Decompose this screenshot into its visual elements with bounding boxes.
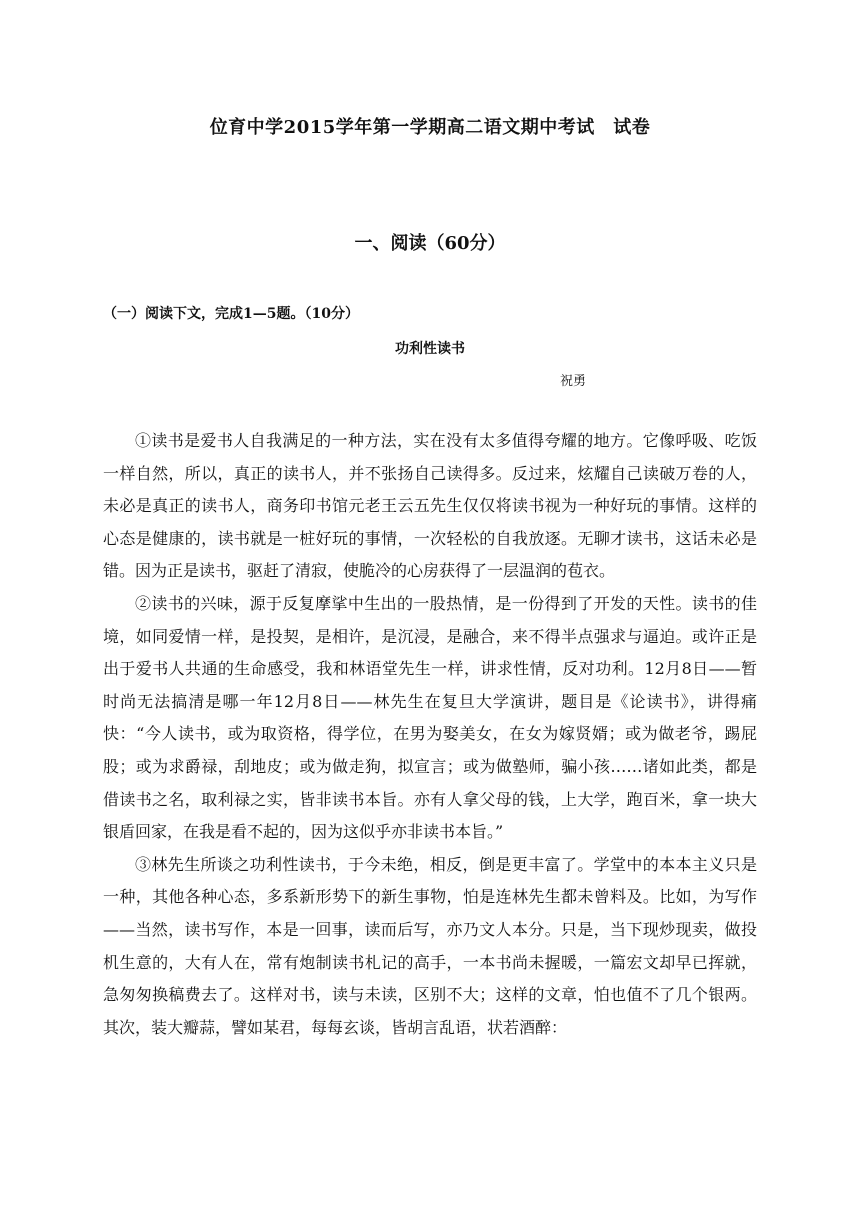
article-author: 祝勇 (560, 374, 587, 389)
paragraph-3: ③林先生所谈之功利性读书，于今未绝，相反，倒是更丰富了。学堂中的本本主义只是一种，其他各种心态，多系新形势下的新生事物，怕是连林先生都未曾料及。比如，为写作——当然，读书写作，本是一回事，读而后写，亦乃文人本分。只是，当下现炒现卖，做投机生意的，大有人在，常有炮制读书札记的高手，一本书尚未握暖，一篇宏文却早已挥就，急匆匆换稿费去了。这样对书，读与未读，区别不大；这样的文章，怕也值不了几个银两。其次，装大瓣蒜，譬如某君，每每玄谈，皆胡言乱语，状若酒醉： (103, 854, 757, 1037)
article-body (103, 425, 757, 1044)
question-instruction: （一）阅读下文，完成1—5题。（10分） (103, 306, 359, 322)
paragraph-1: ①读书是爱书人自我满足的一种方法，实在没有太多值得夸耀的地方。它像呼吸、吃饭一样自然，所以，真正的读书人，并不张扬自己读得多。反过来，炫耀自己读破万卷的人，未必是真正的读书人，商务印书馆元老王云五先生仅仅将读书视为一种好玩的事情。这样的心态是健康的，读书就是一桩好玩的事情，一次轻松的自我放逐。无聊才读书，这话未必是错。因为正是读书，驱赶了清寂，使脆冷的心房获得了一层温润的苞衣。 (103, 431, 757, 581)
paragraph-2: ②读书的兴味，源于反复摩挲中生出的一股热情，是一份得到了开发的天性。读书的佳境，如同爱情一样，是投契，是相许，是沉浸，是融合，来不得半点强求与逼迫。或许正是出于爱书人共通的生命感受，我和林语堂先生一样，讲求性情，反对功利。12月8日——暂时尚无法搞清是哪一年12月8日——林先生在复旦大学演讲，题目是《论读书》，讲得痛快：“今人读书，或为取资格，得学位，在男为娶美女，在女为嫁贤婿；或为做老爷，踢屁股；或为求爵禄，刮地皮；或为做走狗，拟宣言；或为做塾师，骗小孩……诸如此类，都是借读书之名，取利禄之实，皆非读书本旨。亦有人拿父母的钱，上大学，跑百米，拿一块大银盾回家，在我是看不起的，因为这似乎亦非读书本旨。” (103, 593, 757, 842)
section-heading: 一、阅读（60分） (354, 233, 506, 254)
article-title: 功利性读书 (395, 341, 465, 357)
exam-title: 位育中学2015学年第一学期高二语文期中考试 试卷 (209, 117, 651, 138)
